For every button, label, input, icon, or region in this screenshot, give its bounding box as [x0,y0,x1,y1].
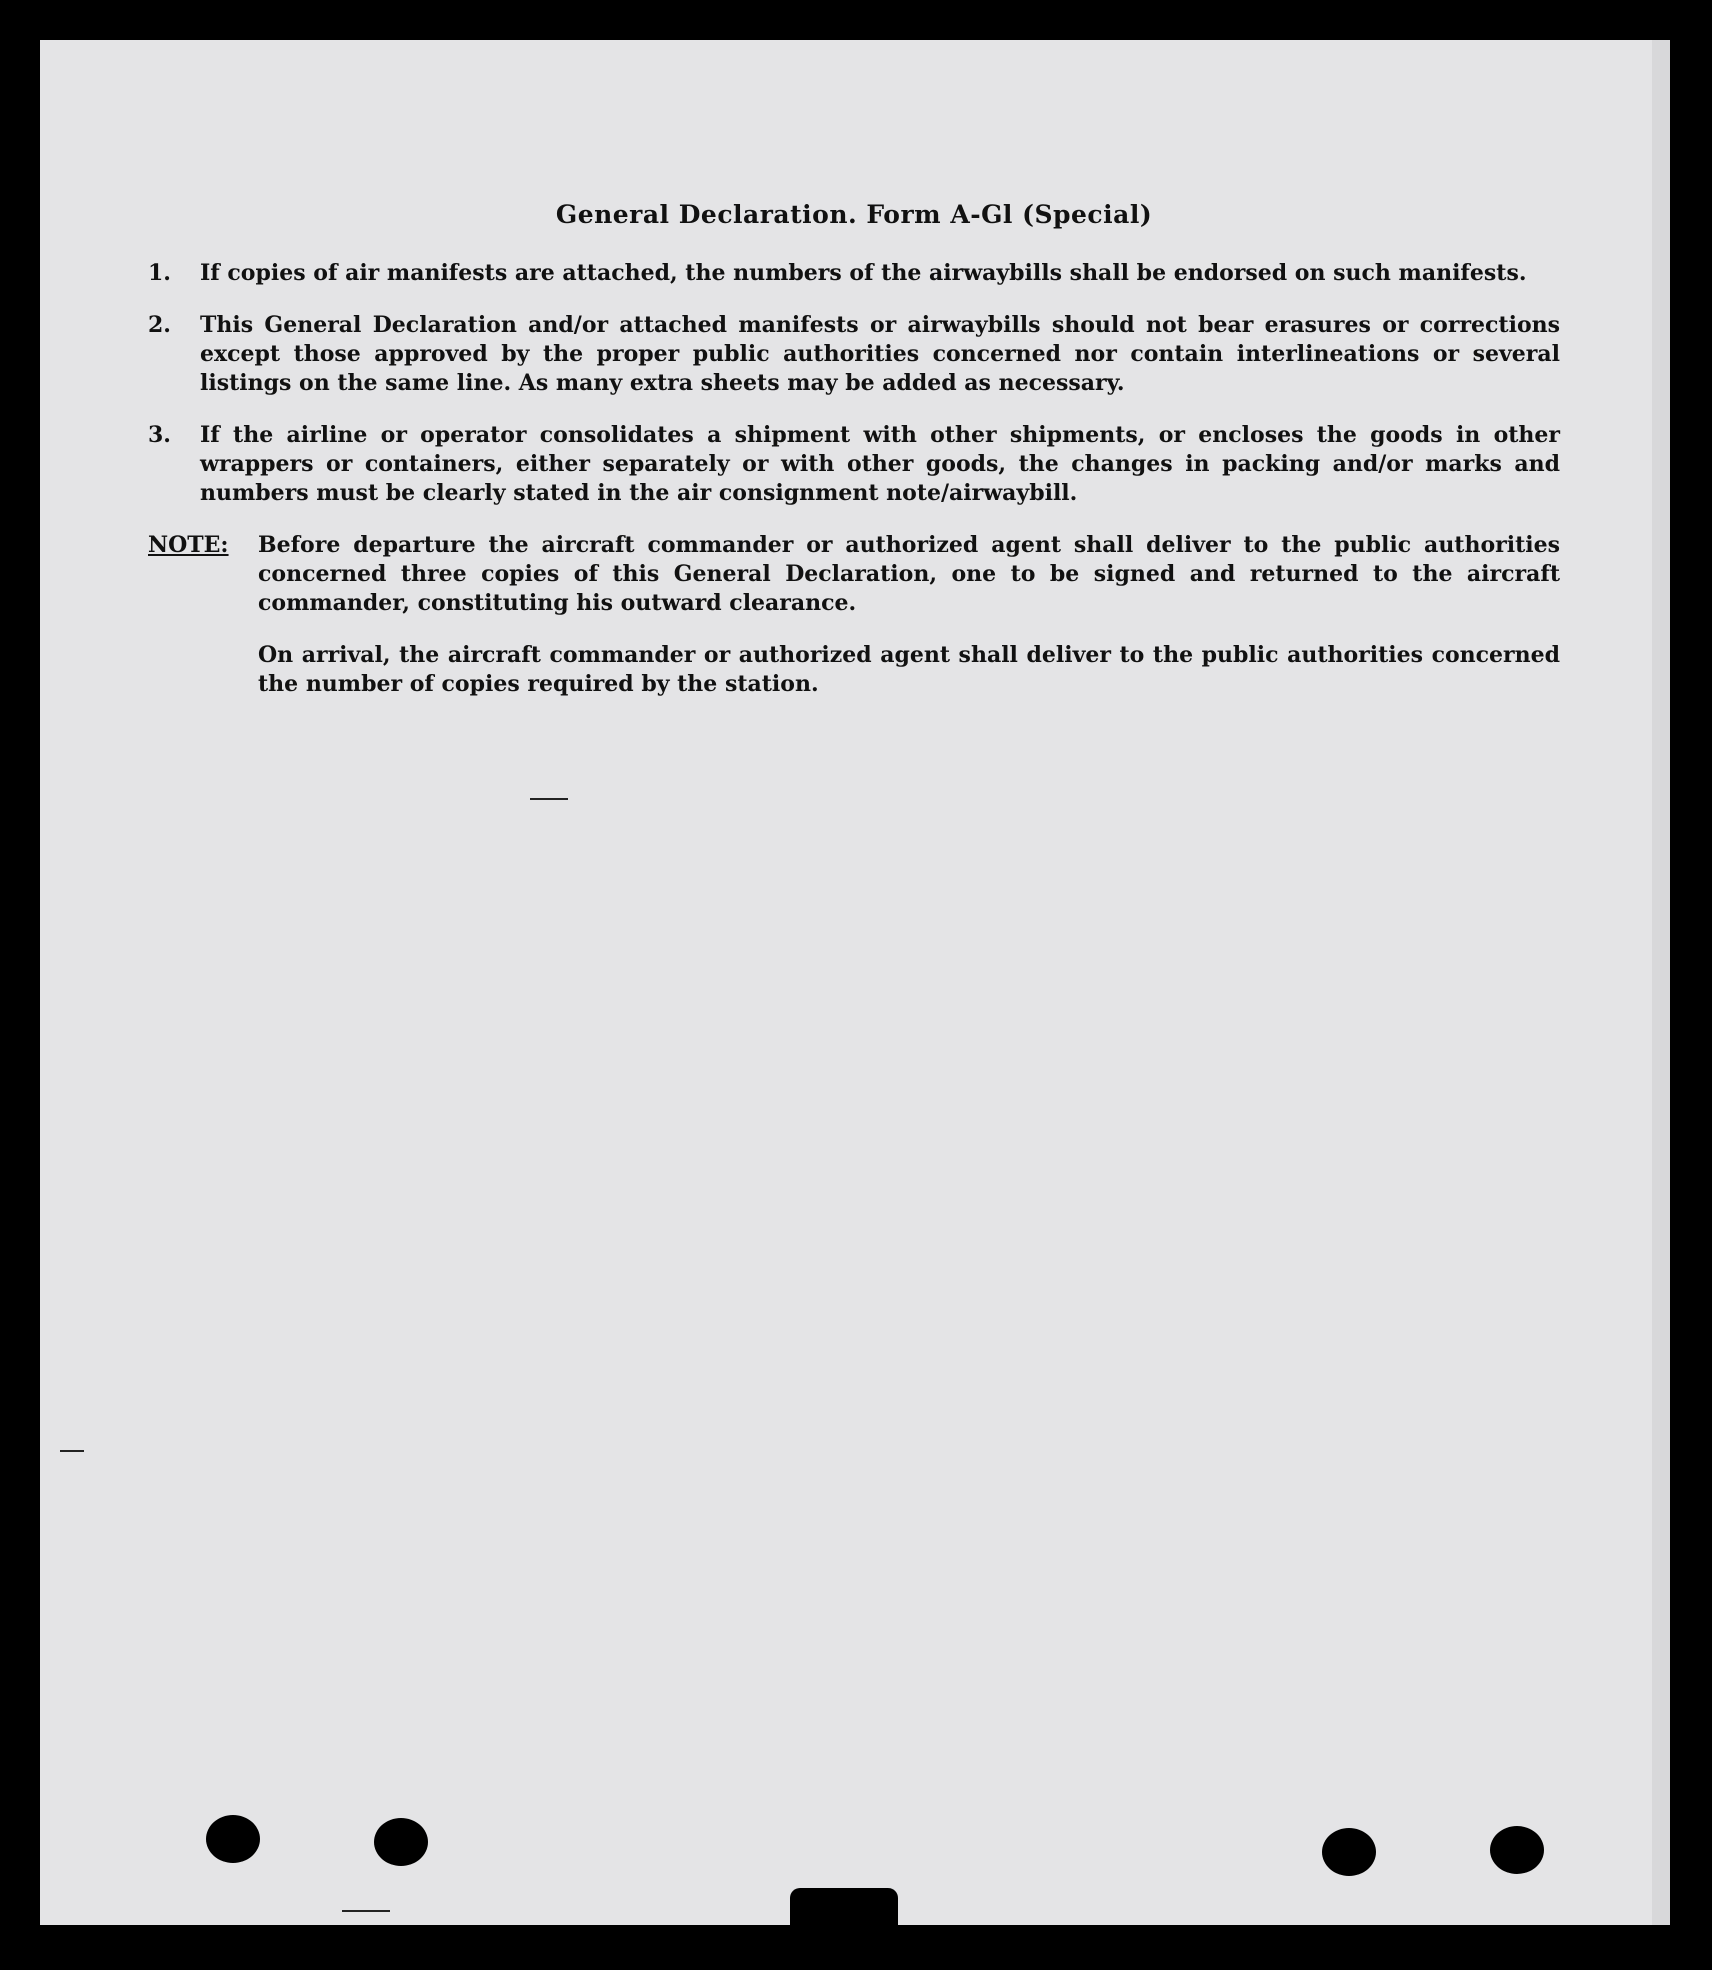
note-body [258,531,1560,722]
item-text: This General Declaration and/or attached manifests or airwaybills should not bear erasures or corrections except those approved by the proper public authorities concerned nor contain interlineations or several listings on the same line. As many extra sheets may be added as necessary. [200,312,1560,396]
document-title: General Declaration. Form A-Gl (Special) [555,200,1153,229]
binding-notch [790,1888,898,1928]
punch-hole [206,1815,260,1863]
instruction-item-2 [148,311,1560,398]
item-text: If the airline or operator consolidates a shipment with other shipments, or encloses the goods in other wrappers or containers, either separately or with other goods, the changes in packing and/or marks and numbers must be clearly stated in the air consignment note/airwaybill. [200,422,1560,506]
form-instructions [148,200,1560,722]
scan-mark [342,1910,390,1912]
note-section [148,531,1560,722]
paper-edge [1652,40,1670,1925]
item-number: 2. [148,312,171,338]
note-label: NOTE: [148,532,229,558]
item-number: 3. [148,422,171,448]
punch-hole [1490,1826,1544,1874]
instruction-item-3 [148,421,1560,508]
note-paragraph-departure: Before departure the aircraft commander or authorized agent shall deliver to the public authorities concerned three copies of this General Declaration, one to be signed and returned to the aircraft commander, constituting his outward clearance. [258,532,1560,616]
note-paragraph-arrival: On arrival, the aircraft commander or authorized agent shall deliver to the public authorities concerned the number of copies required by the station. [258,642,1560,697]
item-text: If copies of air manifests are attached, the numbers of the airwaybills shall be endorsed on such manifests. [200,260,1527,286]
item-number: 1. [148,260,171,286]
scan-mark [60,1450,84,1452]
punch-hole [374,1818,428,1866]
instruction-item-1 [148,259,1560,288]
punch-hole [1322,1828,1376,1876]
scan-mark [530,798,568,800]
